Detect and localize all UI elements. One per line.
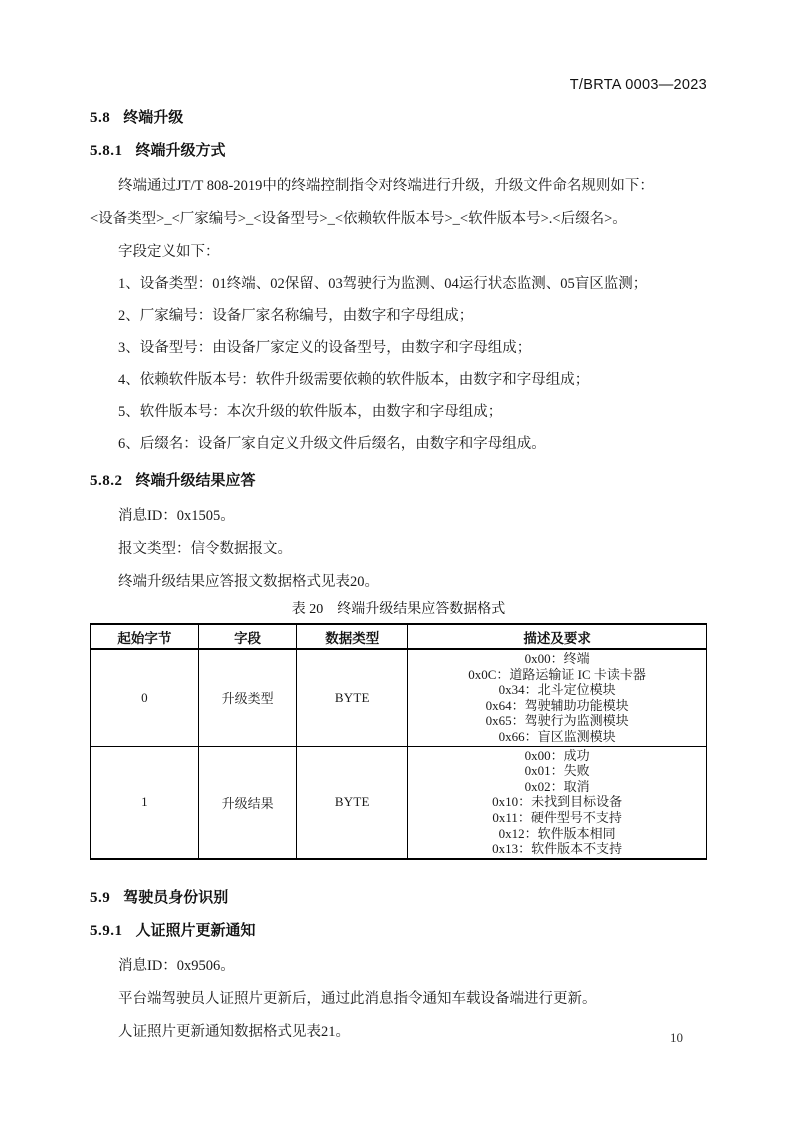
section-number: 5.9	[90, 889, 111, 906]
list-item-device-type: 1、设备类型：01终端、02保留、03驾驶行为监测、04运行状态监测、05盲区监测；	[118, 276, 648, 292]
cell-start-byte: 0	[91, 649, 199, 746]
list-item-suffix: 6、后缀名：设备厂家自定义升级文件后缀名，由数字和字母组成。	[118, 436, 546, 452]
table20-header-description: 描述及要求	[408, 624, 707, 649]
table20-header-field: 字段	[198, 624, 297, 649]
table-row	[91, 649, 707, 746]
desc-line: 0x10：未找到目标设备	[492, 794, 623, 810]
table20-caption-title: 终端升级结果应答数据格式	[337, 602, 506, 617]
paragraph-message-type: 报文类型：信令数据报文。	[118, 541, 292, 557]
table20-header-row	[91, 624, 707, 649]
heading-5-9-1	[90, 923, 707, 940]
cell-field: 升级结果	[198, 746, 297, 859]
desc-line: 0x65：驾驶行为监测模块	[485, 713, 629, 729]
desc-line: 0x11：硬件型号不支持	[492, 809, 622, 825]
heading-5-8	[90, 110, 707, 127]
table20-header-data-type: 数据类型	[297, 624, 408, 649]
cell-start-byte: 1	[91, 746, 199, 859]
section-number: 5.9.1	[90, 922, 123, 939]
list-item-software-version: 5、软件版本号：本次升级的软件版本，由数字和字母组成；	[118, 404, 503, 420]
paragraph-photo-update-notice: 平台端驾驶员人证照片更新后，通过此消息指令通知车载设备端进行更新。	[118, 990, 597, 1007]
table20-caption	[90, 601, 707, 618]
list-item-dependency-version: 4、依赖软件版本号：软件升级需要依赖的软件版本，由数字和字母组成；	[118, 372, 590, 388]
doc-code-header: T/BRTA 0003—2023	[569, 77, 707, 93]
heading-5-8-1	[90, 143, 707, 160]
paragraph-table20-ref: 终端升级结果应答报文数据格式见表20。	[118, 574, 379, 590]
desc-line: 0x02：取消	[524, 778, 590, 794]
cell-data-type: BYTE	[297, 649, 408, 746]
cell-description	[408, 746, 707, 859]
desc-line: 0x13：软件版本不支持	[492, 841, 623, 857]
desc-line: 0x00：成功	[524, 747, 590, 763]
table-row	[91, 746, 707, 859]
list-item-device-model: 3、设备型号：由设备厂家定义的设备型号，由数字和字母组成；	[118, 340, 532, 356]
section-title: 人证照片更新通知	[135, 922, 256, 939]
section-title: 终端升级结果应答	[135, 473, 256, 489]
cell-data-type: BYTE	[297, 746, 408, 859]
desc-line: 0x0C：道路运输证 IC 卡读卡器	[468, 666, 646, 682]
desc-line: 0x00：终端	[524, 651, 590, 666]
heading-5-8-2	[90, 473, 707, 490]
desc-line: 0x12：软件版本相同	[498, 825, 616, 841]
paragraph-upgrade-intro: 终端通过JT/T 808-2019中的终端控制指令对终端进行升级，升级文件命名规则如下：	[118, 178, 654, 194]
paragraph-message-id-9506: 消息ID：0x9506。	[118, 957, 235, 974]
page-number: 10	[670, 1030, 683, 1045]
desc-line: 0x01：失败	[524, 763, 590, 779]
desc-line: 0x34：北斗定位模块	[498, 682, 616, 698]
table20-header-start-byte: 起始字节	[91, 624, 199, 649]
section-title: 终端升级方式	[135, 143, 226, 159]
table20-caption-label: 表 20	[291, 602, 324, 617]
list-item-vendor-code: 2、厂家编号：设备厂家名称编号，由数字和字母组成；	[118, 308, 474, 324]
section-title: 终端升级	[123, 110, 184, 126]
heading-5-9	[90, 890, 707, 907]
section-title: 驾驶员身份识别	[123, 889, 229, 906]
desc-line: 0x66：盲区监测模块	[498, 728, 616, 744]
section-number: 5.8.1	[90, 143, 123, 159]
paragraph-field-definitions-label: 字段定义如下：	[118, 244, 220, 260]
section-number: 5.8	[90, 110, 111, 126]
cell-description	[408, 649, 707, 746]
paragraph-table21-ref: 人证照片更新通知数据格式见表21。	[118, 1023, 350, 1040]
section-number: 5.8.2	[90, 473, 123, 489]
paragraph-message-id: 消息ID：0x1505。	[118, 508, 235, 524]
desc-line: 0x64：驾驶辅助功能模块	[485, 697, 629, 713]
paragraph-filename-pattern: <设备类型>_<厂家编号>_<设备型号>_<依赖软件版本号>_<软件版本号>.<后缀名>。	[90, 211, 627, 227]
table20	[90, 623, 707, 860]
cell-field: 升级类型	[198, 649, 297, 746]
